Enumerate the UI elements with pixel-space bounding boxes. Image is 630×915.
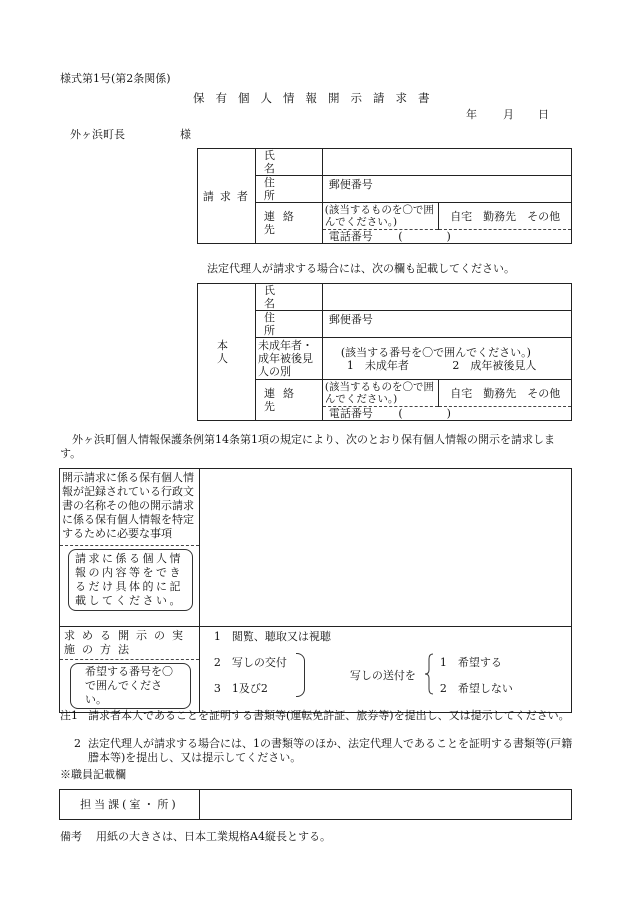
principal-phone-field[interactable] xyxy=(322,407,571,421)
copy-send-no[interactable]: 2 希望しない xyxy=(439,682,513,695)
requester-phone-label: 電話番号 xyxy=(328,230,373,243)
remarks-prefix: 備考 xyxy=(60,830,82,843)
agent-note: 法定代理人が請求する場合には、次の欄も記載してください。 xyxy=(207,262,515,275)
principal-address-field[interactable] xyxy=(322,311,571,338)
principal-section-label: 本人 xyxy=(198,284,256,421)
form-number: 様式第1号(第2条関係) xyxy=(60,72,171,85)
requester-name-label: 氏名 xyxy=(255,149,322,176)
date-day-label: 日 xyxy=(538,108,549,121)
principal-contact-label: 連絡先 xyxy=(255,380,322,421)
principal-minor-label: 未成年者・成年被後見人の別 xyxy=(255,338,322,380)
doc-label: 開示請求に係る保有個人情報が記録されている行政文書の名称その他の開示請求に係る保有個人情報を特定するために必要な事項 xyxy=(62,471,194,540)
request-statement: 外ヶ浜町個人情報保護条例第14条第1項の規定により、次のとおり保有個人情報の開示を請求します。 xyxy=(60,433,555,460)
method-option-1[interactable]: 1 閲覧、聴取又は視聴 xyxy=(213,630,331,643)
principal-contact-note: (該当するものを〇で囲んでください。) xyxy=(322,380,439,407)
note-2-prefix: 2 xyxy=(74,737,81,750)
copy-send-label: 写しの送付を xyxy=(349,669,416,682)
copy-send-brace xyxy=(424,653,434,695)
method-right-bracket xyxy=(296,653,305,697)
principal-phone-label: 電話番号 xyxy=(328,407,373,420)
method-options-field xyxy=(199,627,571,713)
method-option-2[interactable]: 2 写しの交付 xyxy=(213,656,287,669)
addressee: 外ヶ浜町長 xyxy=(70,128,125,141)
note-1-prefix: 注1 xyxy=(60,709,78,722)
doc-details-field[interactable] xyxy=(199,469,571,627)
method-label-cell xyxy=(60,627,200,713)
requester-address-field[interactable] xyxy=(322,176,571,203)
requester-contact-options[interactable]: 自宅 勤務先 その他 xyxy=(439,203,572,230)
copy-send-yes[interactable]: 1 希望する xyxy=(439,656,502,669)
method-note: 希望する番号を〇で囲んでください。 xyxy=(70,663,191,709)
doc-note: 請求に係る個人情報の内容等をできるだけ具体的に記載してください。 xyxy=(68,549,193,611)
staff-dept-field[interactable] xyxy=(199,790,571,820)
staff-table xyxy=(59,789,572,820)
date-month-label: 月 xyxy=(503,108,514,121)
requester-phone-paren: ( ) xyxy=(398,230,451,243)
method-label: 求める開示の実施の方法 xyxy=(64,629,190,656)
requester-postal-label: 郵便番号 xyxy=(328,178,373,191)
requester-table xyxy=(197,148,572,244)
requester-phone-field[interactable] xyxy=(322,230,571,244)
requester-contact-label: 連絡先 xyxy=(255,203,322,244)
detail-table xyxy=(59,468,572,713)
method-option-3[interactable]: 3 1及び2 xyxy=(213,682,268,695)
date-year-label: 年 xyxy=(466,108,477,121)
staff-dept-label: 担当課(室・所) xyxy=(60,790,200,820)
addressee-honorific: 様 xyxy=(180,128,191,141)
principal-minor-field[interactable] xyxy=(322,338,571,380)
principal-postal-label: 郵便番号 xyxy=(328,313,373,326)
requester-name-field[interactable] xyxy=(322,149,571,176)
principal-name-label: 氏名 xyxy=(255,284,322,311)
requester-address-label: 住所 xyxy=(255,176,322,203)
principal-contact-options[interactable]: 自宅 勤務先 その他 xyxy=(439,380,572,407)
principal-table xyxy=(197,283,572,421)
note-2: 法定代理人が請求する場合には、1の書類等のほか、法定代理人であることを証明する書類等(戸籍謄本等)を提出し、又は提示してください。 xyxy=(88,737,573,764)
principal-minor-note: (該当する番号を〇で囲んでください。) xyxy=(340,345,531,359)
principal-minor-option-2[interactable]: 2 成年被後見人 xyxy=(452,358,537,372)
requester-section-label: 請求者 xyxy=(198,149,256,244)
note-1: 請求者本人であることを証明する書類等(運転免許証、旅券等)を提出し、又は提示してください。 xyxy=(88,709,570,722)
principal-name-field[interactable] xyxy=(322,284,571,311)
principal-address-label: 住所 xyxy=(255,311,322,338)
requester-contact-note: (該当するものを〇で囲んでください。) xyxy=(322,203,439,230)
principal-minor-option-1[interactable]: 1 未成年者 xyxy=(346,358,409,372)
staff-heading: ※職員記載欄 xyxy=(60,768,126,781)
form-title: 保有個人情報開示請求書 xyxy=(193,91,441,105)
remarks-text: 用紙の大きさは、日本工業規格A4縦長とする。 xyxy=(96,830,331,843)
principal-phone-paren: ( ) xyxy=(398,407,451,420)
doc-label-cell xyxy=(60,469,200,627)
